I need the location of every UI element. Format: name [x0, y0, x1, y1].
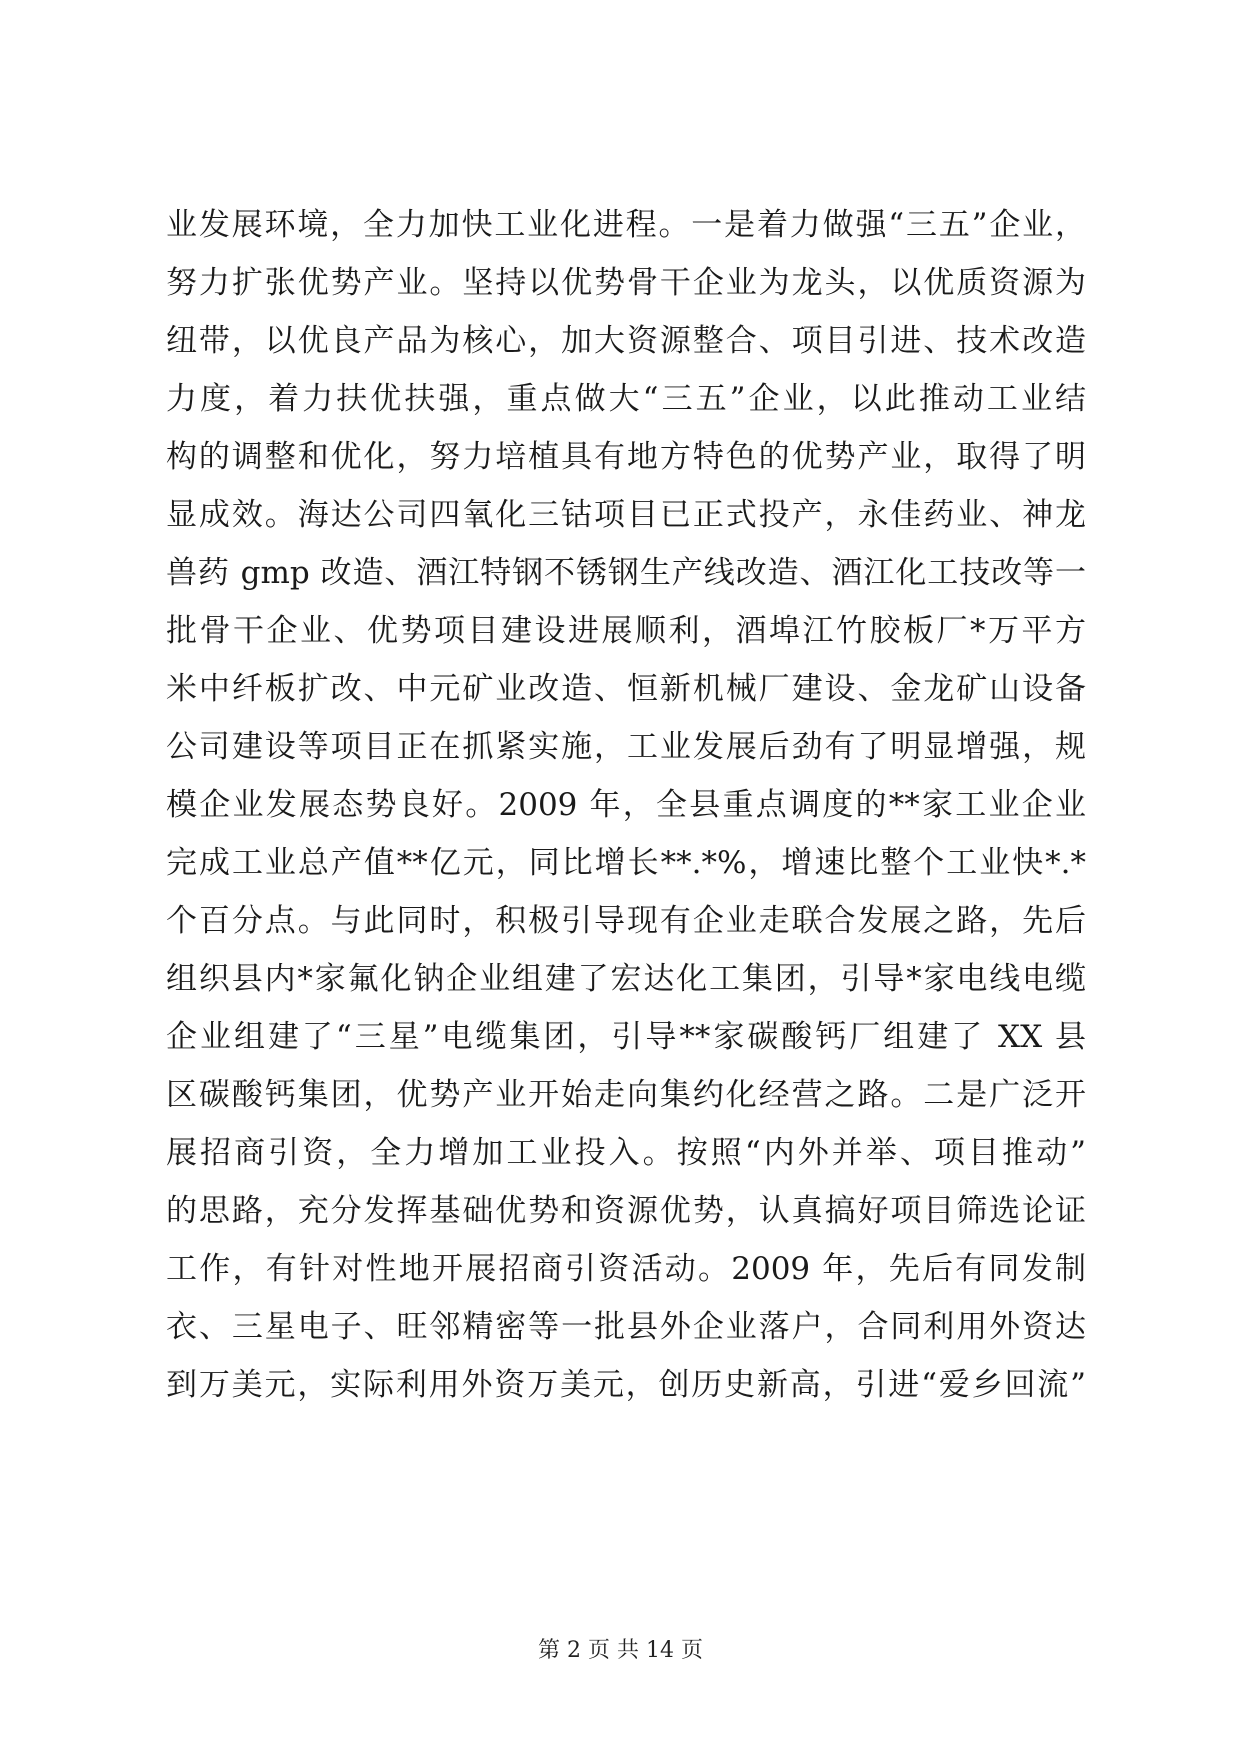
text-line: 衣、三星电子、旺邻精密等一批县外企业落户，合同利用外资达 [166, 1309, 1086, 1345]
text-line: 兽药 gmp 改造、酒江特钢不锈钢生产线改造、酒江化工技改等一 [166, 555, 1086, 591]
text-line: 工作，有针对性地开展招商引资活动。2009 年，先后有同发制 [166, 1251, 1086, 1287]
text-line: 公司建设等项目正在抓紧实施，工业发展后劲有了明显增强，规 [166, 729, 1086, 765]
text-line: 显成效。海达公司四氧化三钴项目已正式投产，永佳药业、神龙 [166, 497, 1086, 533]
text-line: 米中纤板扩改、中元矿业改造、恒新机械厂建设、金龙矿山设备 [166, 671, 1086, 707]
text-line: 努力扩张优势产业。坚持以优势骨干企业为龙头，以优质资源为 [166, 265, 1086, 301]
text-line: 纽带，以优良产品为核心，加大资源整合、项目引进、技术改造 [166, 323, 1086, 359]
text-line: 力度，着力扶优扶强，重点做大“三五”企业，以此推动工业结 [166, 381, 1086, 417]
text-line: 构的调整和优化，努力培植具有地方特色的优势产业，取得了明 [166, 439, 1086, 475]
text-line: 区碳酸钙集团，优势产业开始走向集约化经营之路。二是广泛开 [166, 1077, 1086, 1113]
text-line: 展招商引资，全力增加工业投入。按照“内外并举、项目推动” [166, 1135, 1086, 1171]
text-line: 模企业发展态势良好。2009 年，全县重点调度的**家工业企业 [166, 787, 1086, 823]
text-line: 到万美元，实际利用外资万美元，创历史新高，引进“爱乡回流” [166, 1367, 1086, 1403]
text-line: 的思路，充分发挥基础优势和资源优势，认真搞好项目筛选论证 [166, 1193, 1086, 1229]
text-line: 业发展环境，全力加快工业化进程。一是着力做强“三五”企业， [166, 207, 1086, 243]
body-text [166, 196, 1086, 1414]
text-line: 组织县内*家氟化钠企业组建了宏达化工集团，引导*家电线电缆 [166, 961, 1086, 997]
text-line: 个百分点。与此同时，积极引导现有企业走联合发展之路，先后 [166, 903, 1086, 939]
text-line: 企业组建了“三星”电缆集团，引导**家碳酸钙厂组建了 XX 县 [166, 1019, 1086, 1055]
text-line: 批骨干企业、优势项目建设进展顺利，酒埠江竹胶板厂*万平方 [166, 613, 1086, 649]
page-number-footer: 第 2 页 共 14 页 [538, 1638, 703, 1663]
text-line: 完成工业总产值**亿元，同比增长**.*%，增速比整个工业快*.* [166, 845, 1086, 881]
